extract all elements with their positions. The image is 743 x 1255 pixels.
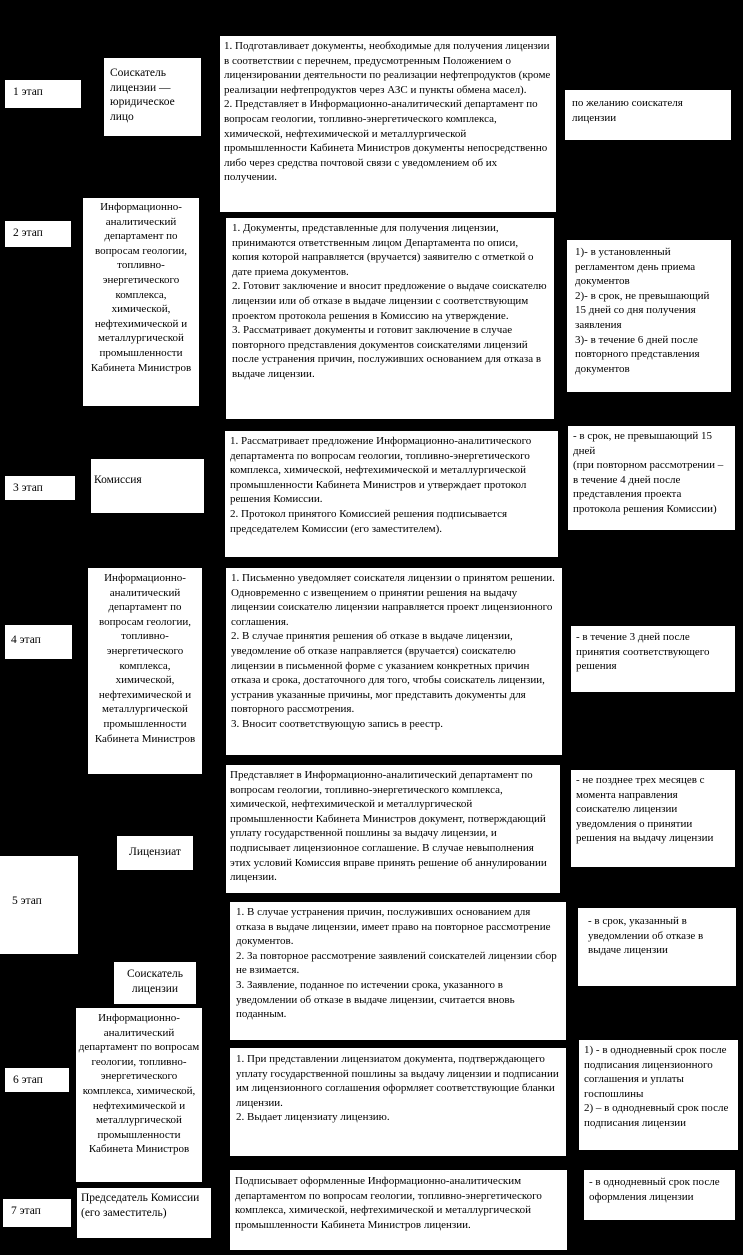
stage-1-action-1: 1. Подготавливает документы, необходимые для получения лицензии в соответствии с перечнем, предусмотренным Положением о лицензировании деятельности по реализации нефтепродуктов (кроме реализации нефтепродуктов через АЗС и пункты обмена масел). [224, 40, 551, 96]
stage-3-term-2: (при повторном рассмотрении – в течение 4 дней после представления проекта протокола решения Комиссии) [573, 459, 724, 515]
stage-5-applicant-action-1: 1. В случае устранения причин, послуживших основанием для отказа в выдаче лицензии, имеет право на повторное рассмотрение документов. [236, 906, 551, 948]
stage-3-action-1: 1. Рассматривает предложение Информационно-аналитического департамента по вопросам геологии, топливно-энергетического комплекса, химической, нефтехимической и металлургической промышленности Кабинета Министров и утверждает протокол решения Комиссии. [230, 435, 532, 506]
stage-4-action-1: 1. Письменно уведомляет соискателя лицензии о принятом решении. Одновременно с извещением о принятии решения на выдачу лицензии соискателю лицензии направляется проект лицензионного соглашения. [231, 572, 555, 628]
stage-4-term [571, 626, 735, 692]
stage-5-actions-licensee [226, 765, 560, 893]
stage-5-actions-applicant [230, 902, 566, 1040]
stage-7-actor: Председатель Комиссии (его заместитель) [77, 1188, 211, 1238]
stage-5-licensee-action-1: Представляет в Информационно-аналитический департамент по вопросам геологии, топливно-энергетического комплекса, химической, нефтехимической и металлургической промышленности Кабинета Министров документ, потверждающий уплату государственной пошлины за выдачу лицензии, и подписывает лицензионное соглашение. В случае невыполнения этих условий Комиссия вправе принять решение об аннулировании лицензии. [230, 769, 547, 884]
stage-2-term-1: 1)- в установленный регламентом день приема документов [575, 246, 696, 288]
stage-5-applicant-term-1: - в срок, указанный в уведомлении об отказе в выдаче лицензии [588, 915, 704, 957]
stage-5-actor-licensee: Лицензиат [117, 836, 193, 870]
stage-7-term [584, 1170, 735, 1220]
stage-2-action-2: 2. Готовит заключение и вносит предложение о выдаче соискателю лицензии или об отказе в выдаче лицензии с соответствующим проектом протокола решения в Комиссию на утверждение. [232, 280, 547, 322]
stage-2-action-3: 3. Рассматривает документы и готовит заключение в случае повторного представления документов соискателями лицензий после устранения причин, послуживших основанием для отказа в выдаче лицензии. [232, 324, 542, 380]
stage-6-action-1: 1. При представлении лицензиатом документа, подтверждающего уплату государственной пошлины за выдачу лицензии и подписании им лицензионного соглашения оформляет соответствующие бланки лицензии. [236, 1053, 559, 1109]
stage-1-label: 1 этап [5, 80, 81, 108]
stage-2-term [567, 240, 731, 392]
stage-7-term-1: - в однодневный срок после оформления лицензии [589, 1176, 720, 1203]
stage-2-action-1: 1. Документы, представленные для получения лицензии, принимаются ответственным лицом Департамента по описи, копия которой направляется (вручается) заявителю с отметкой о дате приема документов. [232, 222, 534, 278]
stage-2-term-2: 2)- в срок, не превышающий 15 дней со дня получения заявления [575, 289, 710, 331]
stage-4-action-3: 3. Вносит соответствующую запись в реестр. [231, 717, 444, 730]
stage-4-label: 4 этап [5, 625, 72, 659]
stage-7-actions [230, 1170, 567, 1250]
stage-1-term [565, 90, 731, 140]
stage-6-term-2: 2) – в однодневный срок после подписания лицензии [584, 1102, 729, 1129]
stage-3-term [568, 426, 735, 530]
stage-5-term-licensee [571, 770, 735, 867]
stage-1-actions [220, 36, 556, 212]
stage-5-actor-applicant: Соискатель лицензии [114, 962, 196, 1004]
stage-3-action-2: 2. Протокол принятого Комиссией решения подписывается председателем Комиссии (его заместителем). [230, 507, 508, 535]
stage-6-actor: Информационно-аналитический департамент по вопросам геологии, топливно-энергетического комплекса, химической, нефтехимической и металлургической промышленности Кабинета Министров [76, 1008, 202, 1182]
stage-2-actor: Информационно-аналитический департамент по вопросам геологии, топливно-энергетического комплекса, химической, нефтехимической и металлургической промышленности Кабинета Министров [83, 198, 199, 406]
stage-1-actor: Соискатель лицензии — юридическое лицо [104, 58, 201, 136]
stage-5-licensee-term-1: - не позднее трех месяцев с момента направления соискателю лицензии уведомления о принятии решения на выдачу лицензии [576, 774, 714, 845]
stage-7-action-1: Подписывает оформленные Информационно-аналитическим департаментом по вопросам геологии, топливно-энергетического комплекса, химической, нефтехимической и металлургической промышленности Кабинета Министров лицензии. [235, 1175, 542, 1231]
stage-5-applicant-action-2: 2. За повторное рассмотрение заявлений соискателей лицензии сбор не взимается. [236, 949, 557, 977]
stage-2-actions [226, 218, 554, 419]
stage-2-term-3: 3)- в течение 6 дней после повторного представления документов [575, 333, 700, 375]
stage-5-label: 5 этап [0, 856, 78, 954]
stage-4-term-1: - в течение 3 дней после принятия соответствующего решения [576, 631, 710, 673]
stage-3-actor: Комиссия [91, 459, 204, 513]
stage-3-label: 3 этап [5, 476, 75, 500]
stage-6-label: 6 этап [5, 1068, 69, 1092]
stage-5-term-applicant [578, 908, 736, 986]
stage-2-label: 2 этап [5, 221, 71, 247]
stage-6-actions [230, 1048, 566, 1156]
stage-6-action-2: 2. Выдает лицензиату лицензию. [236, 1111, 390, 1124]
stage-1-action-2: 2. Представляет в Информационно-аналитический департамент по вопросам геологии, топливно-энергетического комплекса, химической, нефтехимической и металлургической промышленности Кабинета Министров документы непосредственно либо через средства почтовой связи с уведомлением об их получении. [224, 98, 548, 184]
stage-6-term [579, 1040, 738, 1150]
stage-3-term-1: - в срок, не превышающий 15 дней [573, 430, 713, 457]
stage-1-term-1: по желанию соискателя лицензии [572, 97, 683, 124]
stage-4-action-2: 2. В случае принятия решения об отказе в выдаче лицензии, уведомление об отказе направляется (вручается) соискателю лицензии в письменной форме с указанием конкретных причин отказа и срока, достаточного для того, чтобы соискатель лицензии, устранив указанные причины, мог представить документы для повторного рассмотрения. [231, 630, 545, 716]
stage-5-applicant-action-3: 3. Заявление, поданное по истечении срока, указанного в уведомлении об отказе в выдаче лицензии, считается вновь поданным. [236, 978, 515, 1021]
stage-3-actions [225, 431, 558, 557]
stage-4-actor: Информационно-аналитический департамент по вопросам геологии, топливно-энергетического комплекса, химической, нефтехимической и металлургической промышленности Кабинета Министров [88, 568, 202, 774]
stage-4-actions [226, 568, 562, 755]
stage-6-term-1: 1) - в однодневный срок после подписания лицензионного соглашения и уплаты госпошлины [584, 1044, 727, 1100]
stage-7-label: 7 этап [3, 1199, 71, 1227]
